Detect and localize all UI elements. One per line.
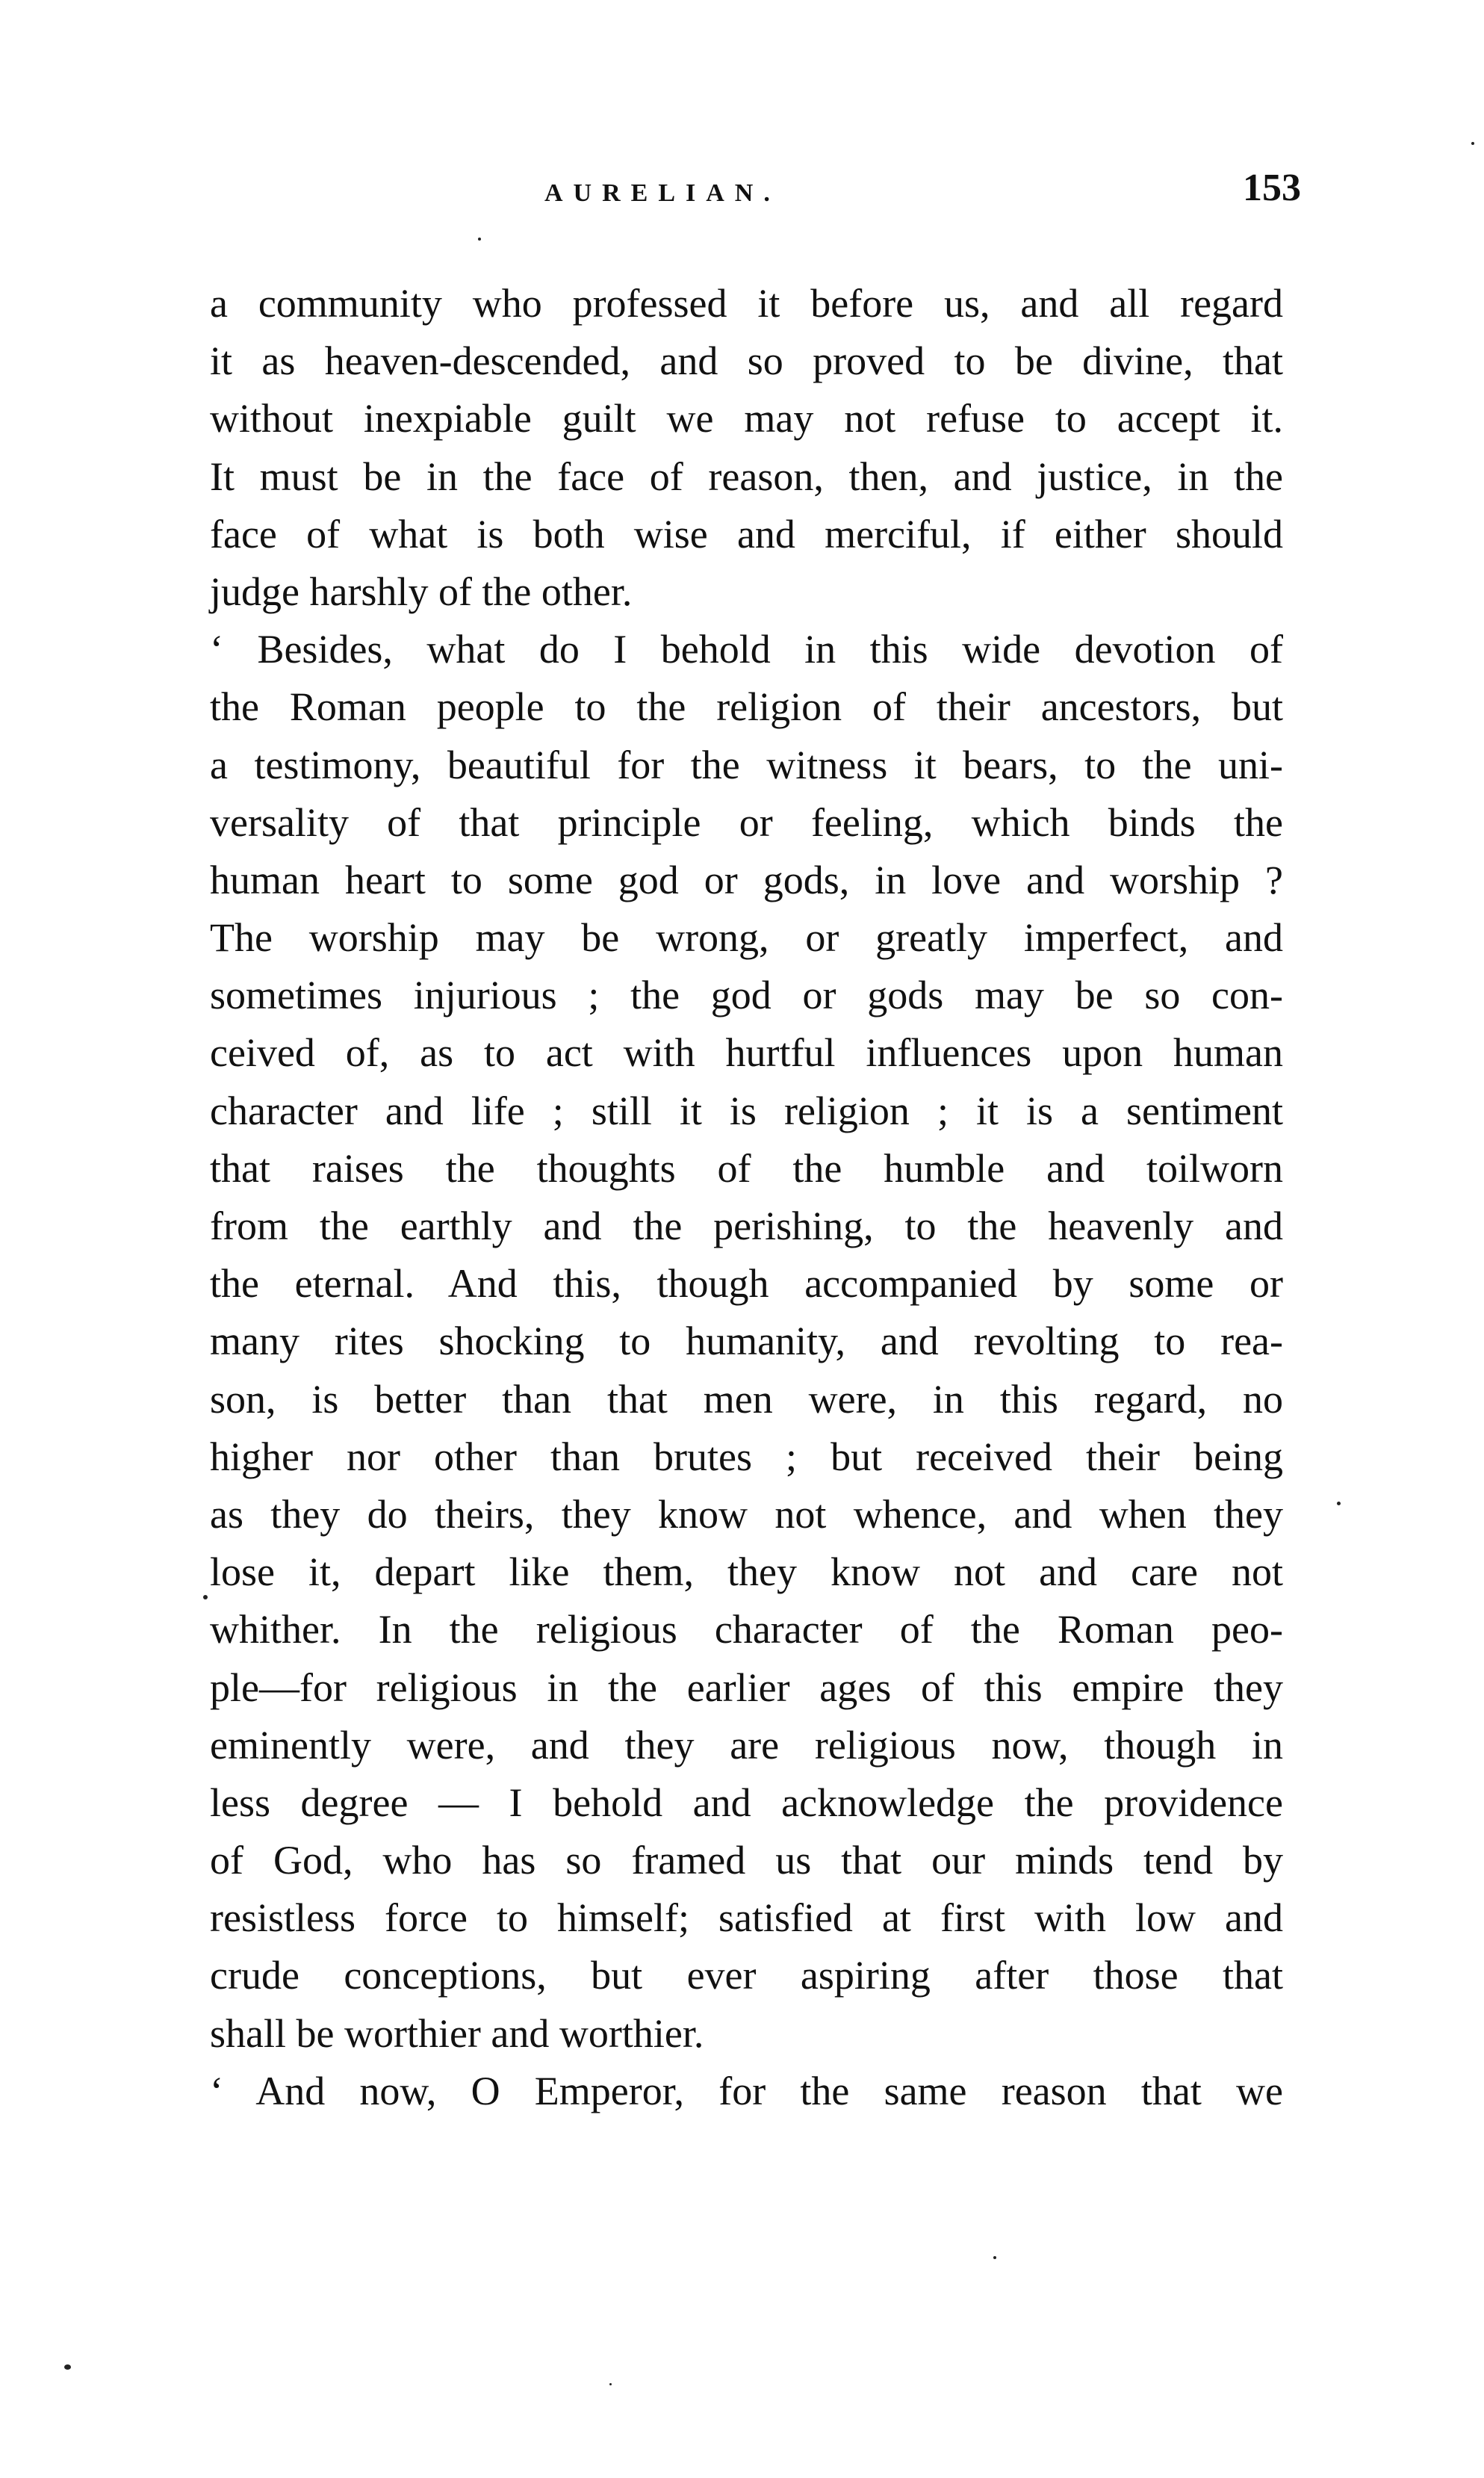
- text-line: ‘ Besides, what do I behold in this wide devotion of: [210, 627, 1283, 672]
- text-line: lose it, depart like them, they know not and care not: [210, 1549, 1283, 1595]
- running-head: AURELIAN.: [544, 179, 780, 207]
- page-number: 153: [1243, 167, 1301, 209]
- text-line: judge harshly of the other.: [210, 569, 633, 614]
- text-line: that raises the thoughts of the humble and toilworn: [210, 1145, 1283, 1191]
- speck: [993, 2256, 996, 2259]
- text-line: as they do theirs, they know not whence, and when they: [210, 1491, 1283, 1537]
- body-text: [210, 275, 1283, 2120]
- text-line: many rites shocking to humanity, and revolting to rea-: [210, 1319, 1283, 1364]
- speck: [1471, 142, 1474, 145]
- speck: [478, 238, 481, 241]
- text-line: resistless force to himself; satisfied at first with low and: [210, 1895, 1283, 1941]
- text-line: human heart to some god or gods, in love and worship ?: [210, 857, 1283, 902]
- text-line: shall be worthier and worthier.: [210, 2010, 704, 2056]
- text-line: ple—for religious in the earlier ages of this empire they: [210, 1664, 1283, 1710]
- text-line: without inexpiable guilt we may not refuse to accept it.: [210, 396, 1283, 442]
- speck: [1337, 1502, 1341, 1505]
- text-line: character and life ; still it is religion ; it is a sentiment: [210, 1088, 1283, 1133]
- speck: [203, 1595, 208, 1599]
- text-line: of God, who has so framed us that our minds tend by: [210, 1838, 1283, 1883]
- text-line: higher nor other than brutes ; but received their being: [210, 1434, 1283, 1479]
- text-line: ‘ And now, O Emperor, for the same reason that we: [210, 2068, 1283, 2113]
- text-line: The worship may be wrong, or greatly imperfect, and: [210, 915, 1283, 961]
- text-line: ceived of, as to act with hurtful influences upon human: [210, 1030, 1283, 1076]
- text-line: son, is better than that men were, in this regard, no: [210, 1376, 1283, 1422]
- text-line: versality of that principle or feeling, which binds the: [210, 799, 1283, 845]
- text-line: face of what is both wise and merciful, if either should: [210, 511, 1283, 557]
- text-line: the Roman people to the religion of their ancestors, but: [210, 684, 1283, 730]
- speck: [609, 2383, 612, 2385]
- text-line: eminently were, and they are religious now, though in: [210, 1722, 1283, 1768]
- text-line: It must be in the face of reason, then, and justice, in the: [210, 453, 1283, 499]
- text-line: it as heaven-descended, and so proved to be divine, that: [210, 338, 1283, 384]
- text-line: sometimes injurious ; the god or gods may be so con-: [210, 973, 1283, 1018]
- text-line: a testimony, beautiful for the witness it bears, to the uni-: [210, 742, 1283, 787]
- text-line: a community who professed it before us, and all regard: [210, 281, 1283, 326]
- text-line: crude conceptions, but ever aspiring after those that: [210, 1953, 1283, 1998]
- text-line: less degree — I behold and acknowledge the providence: [210, 1779, 1283, 1825]
- speck: [64, 2364, 71, 2370]
- text-line: from the earthly and the perishing, to the heavenly and: [210, 1204, 1283, 1248]
- text-line: whither. In the religious character of the Roman peo-: [210, 1607, 1283, 1652]
- text-line: the eternal. And this, though accompanied by some or: [210, 1261, 1283, 1307]
